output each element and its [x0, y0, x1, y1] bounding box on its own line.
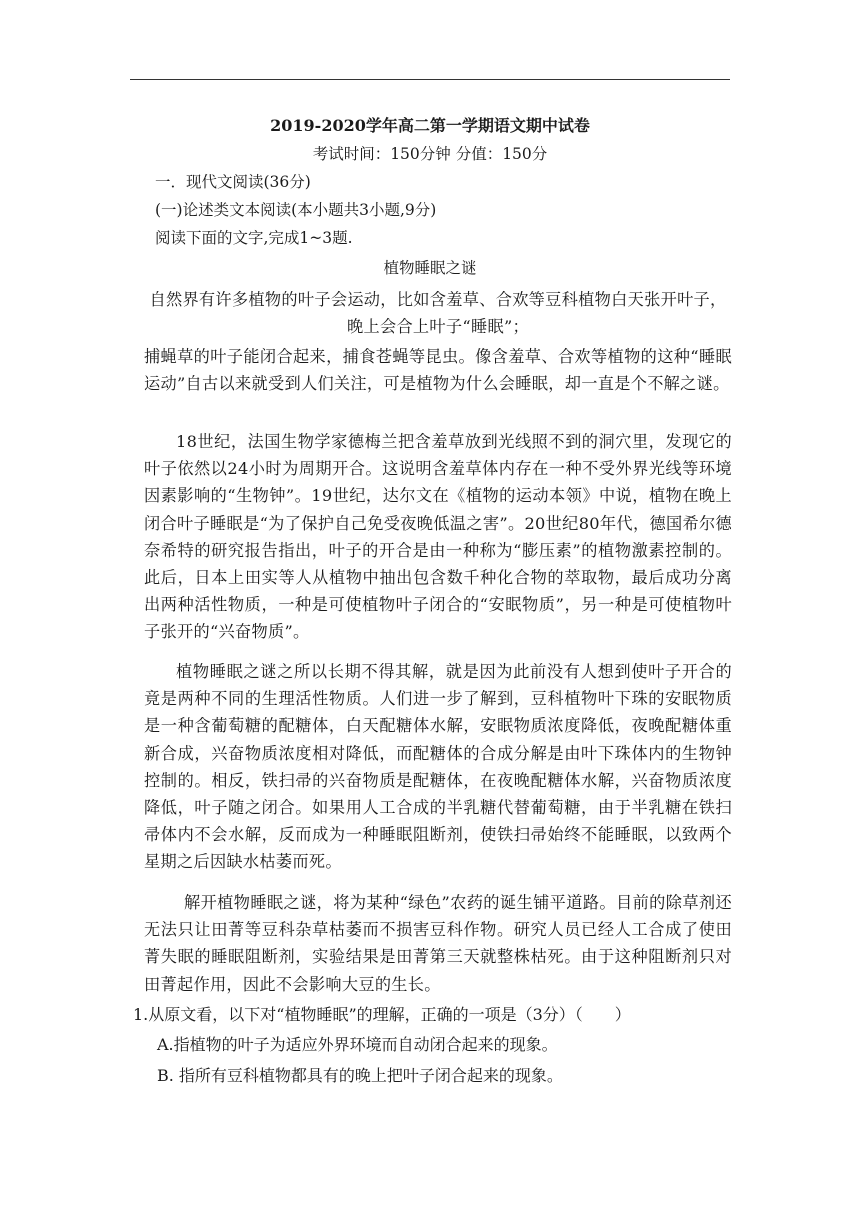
header-rule	[130, 79, 730, 80]
passage-paragraph-2: 18世纪，法国生物学家德梅兰把含羞草放到光线照不到的洞穴里，发现它的叶子依然以24小时为周期开合。这说明含羞草体内存在一种不受外界光线等环境因素影响的“生物钟”。19世纪，达尔文在《植物的运动本领》中说，植物在晚上闭合叶子睡眠是“为了保护自己免受夜晚低温之害”。20世纪80年代，德国希尔德奈希特的研究报告指出，叶子的开合是由一种称为“膨压素”的植物激素控制的。此后，日本上田实等人从植物中抽出包含数千种化合物的萃取物，最后成功分离出两种活性物质，一种是可使植物叶子闭合的“安眠物质”，另一种是可使植物叶子张开的“兴奋物质”。	[144, 432, 732, 642]
passage-intro: 自然界有许多植物的叶子会运动，比如含羞草、合欢等豆科植物白天张开叶子，晚上会合上叶子“睡眠”；	[149, 290, 727, 337]
passage-paragraph-3: 植物睡眠之谜之所以长期不得其解，就是因为此前没有人想到使叶子开合的竟是两种不同的生理活性物质。人们进一步了解到，豆科植物叶下珠的安眠物质是一种含葡萄糖的配糖体，白天配糖体水解，安眠物质浓度降低，夜晚配糖体重新合成，兴奋物质浓度相对降低，而配糖体的合成分解是由叶下珠体内的生物钟控制的。相反，铁扫帚的兴奋物质是配糖体，在夜晚配糖体水解，兴奋物质浓度降低，叶子随之闭合。如果用人工合成的半乳糖代替葡萄糖，由于半乳糖在铁扫帚体内不会水解，反而成为一种睡眠阻断剂，使铁扫帚始终不能睡眠，以致两个星期之后因缺水枯萎而死。	[144, 662, 732, 872]
subsection-heading: (一)论述类文本阅读(本小题共3小题,9分)	[155, 201, 437, 219]
question-1-stem: 1.从原文看，以下对“植物睡眠”的理解，正确的一项是（3分）（ ）	[133, 1005, 631, 1024]
exam-info: 考试时间：150分钟 分值：150分	[312, 145, 548, 163]
reading-instruction: 阅读下面的文字,完成1~3题.	[155, 229, 353, 247]
passage-paragraph-4: 解开植物睡眠之谜，将为某种“绿色”农药的诞生铺平道路。目前的除草剂还无法只让田菁等豆科杂草枯萎而不损害豆科作物。研究人员已经人工合成了使田菁失眠的睡眠阻断剂，实验结果是田菁第三天就整株枯死。由于这种阻断剂只对田菁起作用，因此不会影响大豆的生长。	[144, 893, 732, 994]
passage-paragraph-1: 捕蝇草的叶子能闭合起来，捕食苍蝇等昆虫。像含羞草、合欢等植物的这种“睡眠运动”自古以来就受到人们关注，可是植物为什么会睡眠，却一直是个不解之谜。	[144, 347, 732, 394]
section-heading: 一．现代文阅读(36分)	[155, 173, 311, 191]
question-1-option-a: A.指植物的叶子为适应外界环境而自动闭合起来的现象。	[157, 1035, 558, 1054]
question-1-option-b: B. 指所有豆科植物都具有的晚上把叶子闭合起来的现象。	[157, 1066, 563, 1085]
exam-title: 2019-2020学年高二第一学期语文期中试卷	[270, 116, 590, 135]
passage-title: 植物睡眠之谜	[383, 259, 477, 277]
